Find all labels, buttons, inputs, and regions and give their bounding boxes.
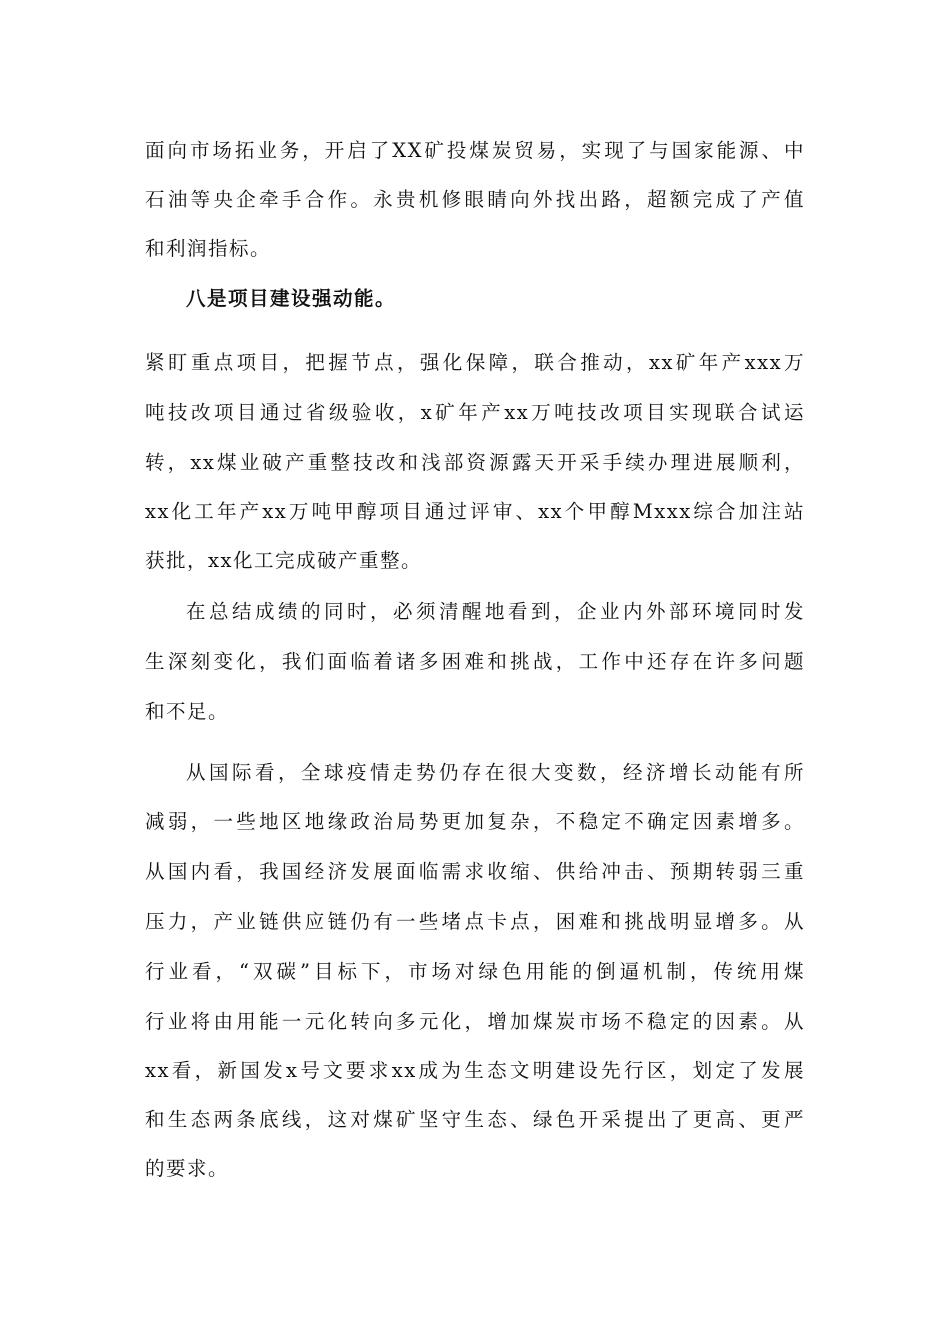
paragraph-line: 生深刻变化，我们面临着诸多困难和挑战，工作中还存在许多问题 xyxy=(145,650,805,673)
paragraph-line: 和不足。 xyxy=(145,700,230,723)
paragraph-line: 紧盯重点项目，把握节点，强化保障，联合推动，xx矿年产xxx万 xyxy=(145,351,805,374)
paragraph-line: 和利润指标。 xyxy=(145,237,272,260)
section-heading: 八是项目建设强动能。 xyxy=(186,287,397,310)
paragraph-line: 在总结成绩的同时，必须清醒地看到，企业内外部环境同时发 xyxy=(186,600,805,623)
paragraph-line: 石油等央企牵手合作。永贵机修眼睛向外找出路，超额完成了产值 xyxy=(145,188,805,211)
paragraph-line: 的要求。 xyxy=(145,1157,230,1180)
paragraph-line: 从国际看，全球疫情走势仍存在很大变数，经济增长动能有所 xyxy=(186,761,805,784)
paragraph-line: xx看，新国发x号文要求xx成为生态文明建设先行区，划定了发展 xyxy=(145,1059,805,1082)
paragraph-line: 行业看，“双碳”目标下，市场对绿色用能的倒逼机制，传统用煤 xyxy=(145,960,805,983)
paragraph-line: 获批，xx化工完成破产重整。 xyxy=(145,549,422,572)
paragraph-line: 行业将由用能一元化转向多元化，增加煤炭市场不稳定的因素。从 xyxy=(145,1010,805,1033)
paragraph-line: xx化工年产xx万吨甲醇项目通过评审、xx个甲醇Mxxx综合加注站 xyxy=(145,500,805,523)
paragraph-line: 压力，产业链供应链仍有一些堵点卡点，困难和挑战明显增多。从 xyxy=(145,910,805,933)
paragraph-line: 吨技改项目通过省级验收，x矿年产xx万吨技改项目实现联合试运 xyxy=(145,401,805,424)
paragraph-line: 从国内看，我国经济发展面临需求收缩、供给冲击、预期转弱三重 xyxy=(145,860,805,883)
paragraph-line: 面向市场拓业务，开启了XX矿投煤炭贸易，实现了与国家能源、中 xyxy=(145,139,805,162)
paragraph-line: 和生态两条底线，这对煤矿坚守生态、绿色开采提出了更高、更严 xyxy=(145,1108,805,1131)
paragraph-line: 转，xx煤业破产重整技改和浅部资源露天开采手续办理进展顺利， xyxy=(145,451,805,474)
paragraph-line: 减弱，一些地区地缘政治局势更加复杂，不稳定不确定因素增多。 xyxy=(145,810,805,833)
